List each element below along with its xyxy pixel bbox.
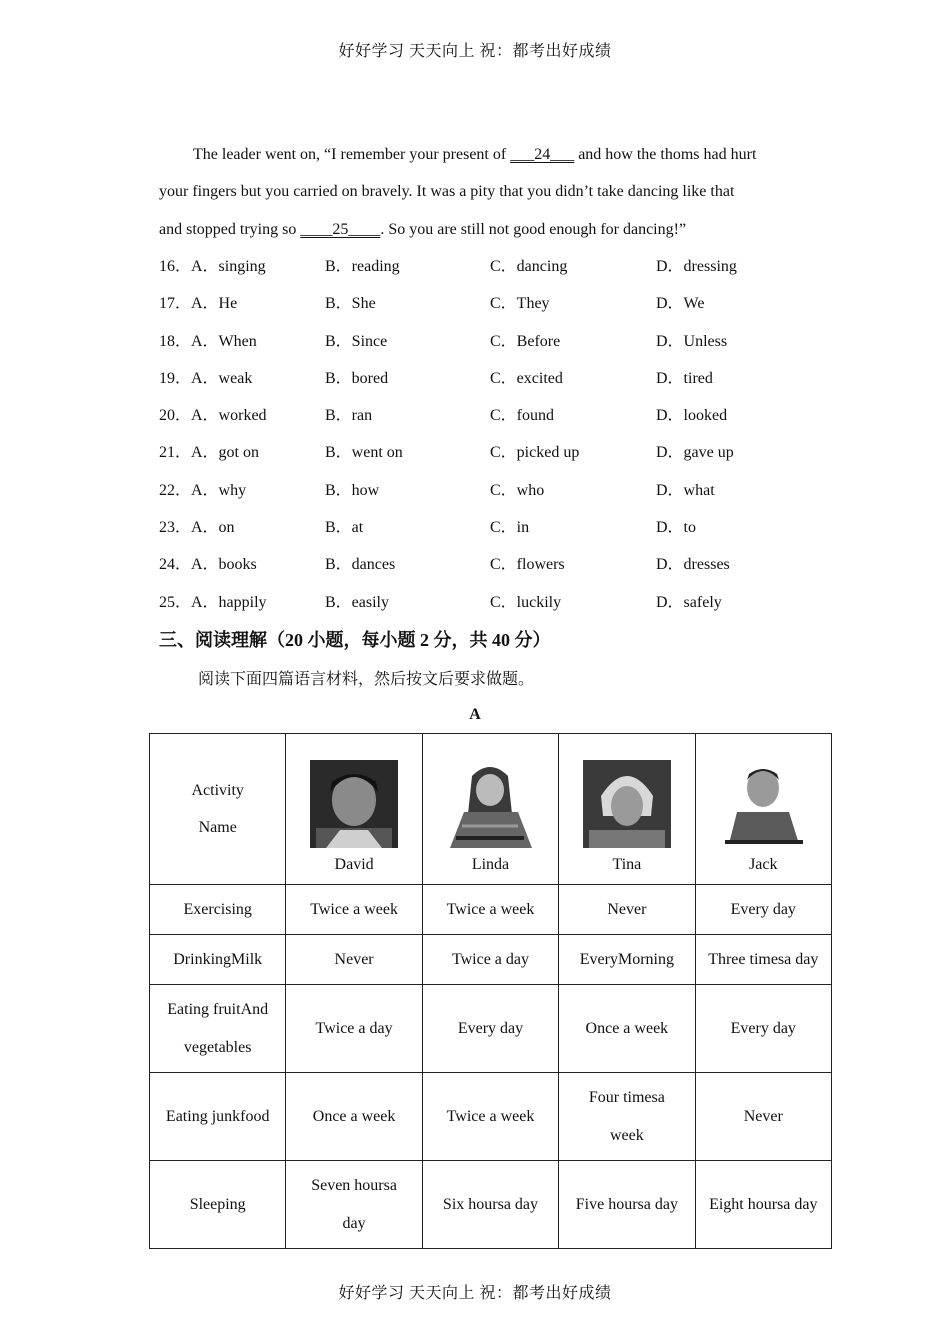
cell-text: day xyxy=(342,1214,366,1232)
cell-text: Four timesa xyxy=(588,1089,665,1106)
table-cell xyxy=(559,935,695,985)
tina-photo xyxy=(579,756,675,852)
options-list xyxy=(159,248,799,621)
question-option-c[interactable]: C．excited xyxy=(490,369,563,387)
table-cell xyxy=(422,985,558,1073)
table-row xyxy=(150,1161,832,1249)
table-cell xyxy=(559,885,695,935)
question-row xyxy=(159,472,799,509)
question-option-a[interactable]: 16．A．singing xyxy=(159,258,266,275)
question-option-b[interactable]: B．easily xyxy=(325,593,389,611)
table-cell xyxy=(559,1161,695,1249)
passage xyxy=(159,136,799,248)
question-option-d[interactable]: D．to xyxy=(656,519,697,537)
passage-line-1 xyxy=(159,136,799,173)
table-cell xyxy=(559,1073,695,1161)
cell-text: Eight hoursa day xyxy=(709,1195,818,1213)
instruction: 阅读下面四篇语言材料，然后按文后要求做题。 xyxy=(198,671,535,688)
question-option-b[interactable]: B．Since xyxy=(325,332,388,350)
table-body xyxy=(150,885,832,1249)
table-cell xyxy=(286,885,422,935)
table-cell xyxy=(286,1161,422,1249)
question-option-c[interactable]: C．Before xyxy=(490,332,561,350)
activity-label xyxy=(150,885,286,935)
question-option-b[interactable]: B．how xyxy=(325,481,380,499)
question-option-a[interactable]: 19．A．weak xyxy=(159,369,253,387)
question-option-d[interactable]: D．gave up xyxy=(656,444,734,462)
question-option-c[interactable]: C．luckily xyxy=(490,593,562,611)
table-row xyxy=(150,885,832,935)
question-option-a[interactable]: 21．A．got on xyxy=(159,444,260,462)
cell-text: Twice a week xyxy=(446,900,535,918)
question-row xyxy=(159,360,799,397)
question-option-a[interactable]: 25．A．happily xyxy=(159,593,267,611)
table-cell xyxy=(695,1161,831,1249)
part-title: A xyxy=(469,706,481,723)
question-option-b[interactable]: B．went on xyxy=(325,444,403,462)
table-cell xyxy=(286,985,422,1073)
cell-text: Every day xyxy=(730,900,796,918)
question-option-c[interactable]: C．found xyxy=(490,407,555,425)
activity-label-line: Eating fruitAnd xyxy=(167,1001,269,1018)
activity-label-line: Exercising xyxy=(183,900,252,918)
question-row xyxy=(159,323,799,360)
cell-text: Never xyxy=(743,1107,783,1125)
name-tina: Tina xyxy=(612,856,642,873)
table-cell xyxy=(422,885,558,935)
question-option-d[interactable]: D．safely xyxy=(656,593,722,611)
page-header: 好好学习 天天向上 祝：都考出好成绩 xyxy=(338,43,612,60)
question-row xyxy=(159,397,799,434)
table-header-row xyxy=(150,734,832,885)
cell-text: Five hoursa day xyxy=(575,1195,678,1213)
question-option-d[interactable]: D．We xyxy=(656,295,705,313)
question-option-d[interactable]: D．dressing xyxy=(656,258,737,275)
linda-photo xyxy=(442,756,538,852)
question-option-a[interactable]: 17．A．He xyxy=(159,295,238,313)
cell-text: Seven hoursa xyxy=(311,1177,397,1194)
david-photo xyxy=(306,756,402,852)
blank-25: ____25____ xyxy=(300,220,381,238)
person-cell-linda xyxy=(422,734,558,885)
question-option-d[interactable]: D．what xyxy=(656,481,715,499)
person-cell-jack xyxy=(695,734,831,885)
table-cell xyxy=(422,1161,558,1249)
blank-24: ___24___ xyxy=(510,146,575,163)
cell-text: Every day xyxy=(730,1019,796,1037)
question-option-a[interactable]: 23．A．on xyxy=(159,519,235,537)
question-option-b[interactable]: B．at xyxy=(325,519,364,537)
question-option-b[interactable]: B．reading xyxy=(325,258,400,275)
cell-text: Six hoursa day xyxy=(442,1195,539,1213)
cell-text: Twice a day xyxy=(451,950,529,968)
page-footer: 好好学习 天天向上 祝：都考出好成绩 xyxy=(338,1285,612,1302)
cell-text: Every day xyxy=(457,1019,524,1037)
cell-text: Twice a week xyxy=(310,900,398,918)
question-option-b[interactable]: B．dances xyxy=(325,556,396,574)
passage-text: The leader went on, “I remember your present of xyxy=(193,146,511,163)
activity-label xyxy=(150,1161,286,1249)
section-title: 三、阅读理解（20 小题，每小题 2 分，共 40 分） xyxy=(159,630,551,650)
table-cell xyxy=(422,1073,558,1161)
table-row xyxy=(150,985,832,1073)
passage-text: and stopped trying so xyxy=(159,220,301,238)
passage-line-2: your fingers but you carried on bravely. It was a pity that you didn’t take dancing like that xyxy=(159,183,735,201)
passage-text: . So you are still not good enough for dancing!” xyxy=(380,220,687,238)
question-option-c[interactable]: C．in xyxy=(490,519,530,537)
activity-label-line: vegetables xyxy=(183,1038,252,1056)
cell-text: Twice a week xyxy=(446,1107,535,1125)
question-option-c[interactable]: C．They xyxy=(490,295,550,313)
jack-photo xyxy=(715,756,811,852)
question-option-d[interactable]: D．dresses xyxy=(656,556,730,574)
question-option-d[interactable]: D．tired xyxy=(656,369,713,387)
question-option-d[interactable]: D．Unless xyxy=(656,332,728,350)
cell-text: Never xyxy=(334,950,374,968)
cell-text: Twice a day xyxy=(315,1019,393,1037)
cell-text: Never xyxy=(607,900,647,918)
name-linda: Linda xyxy=(471,856,510,873)
question-option-d[interactable]: D．looked xyxy=(656,407,728,425)
table-cell xyxy=(695,985,831,1073)
activity-label xyxy=(150,935,286,985)
question-row xyxy=(159,248,799,285)
question-option-c[interactable]: C．picked up xyxy=(490,444,580,462)
table-cell xyxy=(422,935,558,985)
cell-text: week xyxy=(609,1126,644,1144)
table-cell xyxy=(286,935,422,985)
activity-label-line: Eating junkfood xyxy=(165,1107,270,1125)
question-option-c[interactable]: C．dancing xyxy=(490,258,568,275)
question-option-a[interactable]: 20．A．worked xyxy=(159,407,267,425)
question-option-a[interactable]: 22．A．why xyxy=(159,481,247,499)
table-cell xyxy=(695,935,831,985)
corner-cell xyxy=(150,734,286,885)
passage-line-3 xyxy=(159,211,799,248)
question-option-a[interactable]: 18．A．When xyxy=(159,332,257,350)
question-row xyxy=(159,584,799,621)
cell-text: EveryMorning xyxy=(579,950,674,968)
table-cell xyxy=(695,1073,831,1161)
cell-text: Three timesa day xyxy=(708,950,819,968)
table-cell xyxy=(695,885,831,935)
question-row xyxy=(159,546,799,583)
corner-label-name: Name xyxy=(198,819,237,836)
question-row xyxy=(159,509,799,546)
name-david: David xyxy=(334,856,374,873)
question-option-b[interactable]: B．ran xyxy=(325,407,373,425)
activity-label-line: DrinkingMilk xyxy=(173,950,263,968)
person-cell-david xyxy=(286,734,422,885)
passage-text: and how the thoms had hurt xyxy=(574,146,757,163)
activity-label-line: Sleeping xyxy=(189,1195,246,1213)
question-row xyxy=(159,434,799,471)
question-option-c[interactable]: C．who xyxy=(490,481,545,499)
question-option-c[interactable]: C．flowers xyxy=(490,556,565,574)
question-row xyxy=(159,285,799,322)
activity-label xyxy=(150,1073,286,1161)
question-option-b[interactable]: B．bored xyxy=(325,369,389,387)
table-row xyxy=(150,1073,832,1161)
question-option-a[interactable]: 24．A．books xyxy=(159,556,257,574)
activity-label xyxy=(150,985,286,1073)
question-option-b[interactable]: B．She xyxy=(325,295,376,313)
person-cell-tina xyxy=(559,734,695,885)
cell-text: Once a week xyxy=(585,1019,669,1037)
activity-table xyxy=(149,733,832,1249)
table-cell xyxy=(286,1073,422,1161)
table-row xyxy=(150,935,832,985)
table-cell xyxy=(559,985,695,1073)
name-jack: Jack xyxy=(749,856,778,873)
corner-label-activity: Activity xyxy=(191,781,244,799)
cell-text: Once a week xyxy=(312,1107,396,1125)
